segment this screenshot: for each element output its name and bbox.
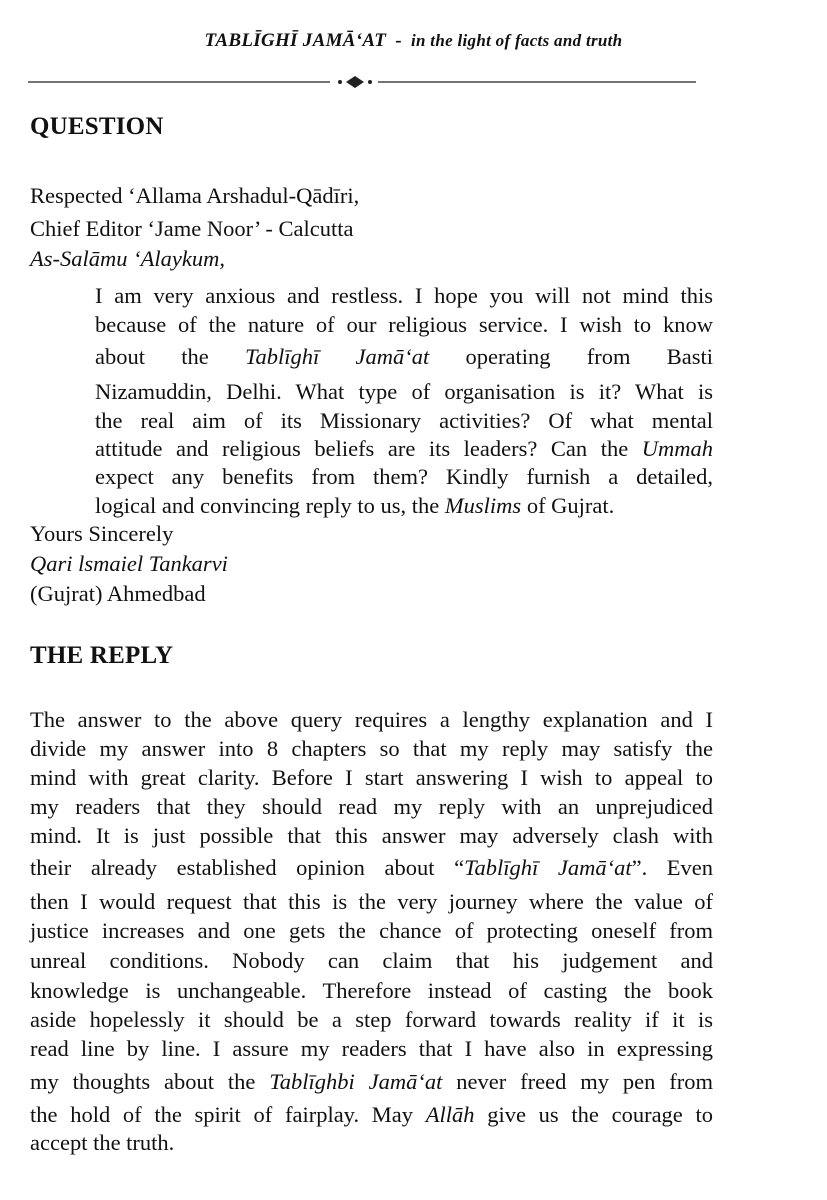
- reply-text-line: my readers that they should read my reply with an unprejudiced: [30, 794, 713, 819]
- reply-text-line: mind. It is just possible that this answer may adversely clash with: [30, 823, 713, 848]
- question-text-line: about the Tablīghī Jamā‘at operating from Basti: [95, 344, 713, 369]
- reply-text-line: the hold of the spirit of fairplay. May Allāh give us the courage to: [30, 1102, 713, 1127]
- reply-text-line: my thoughts about the Tablīghbi Jamā‘at never freed my pen from: [30, 1069, 713, 1094]
- italic-term: Tablīghī Jamā‘at: [245, 344, 430, 369]
- reply-text-line: then I would request that this is the very journey where the value of: [30, 889, 713, 914]
- closing: Yours Sincerely: [30, 521, 174, 546]
- salutation-line: Respected ‘Allama Arshadul-Qādīri,: [30, 183, 360, 208]
- ornament-dot-left: [338, 80, 342, 84]
- reply-text-line: divide my answer into 8 chapters so that my reply may satisfy the: [30, 736, 713, 761]
- question-heading: QUESTION: [30, 113, 164, 140]
- signature-name: Qari lsmaiel Tankarvi: [30, 551, 228, 576]
- reply-heading: THE REPLY: [30, 642, 174, 669]
- question-text-line: logical and convincing reply to us, the Muslims of Gujrat.: [95, 493, 615, 518]
- header-separator: -: [395, 30, 402, 51]
- question-text-line: the real aim of its Missionary activities? Of what mental: [95, 408, 713, 433]
- italic-term: Allāh: [425, 1102, 475, 1127]
- question-text-line: because of the nature of our religious service. I wish to know: [95, 312, 713, 337]
- question-text-line: expect any benefits from them? Kindly furnish a detailed,: [95, 464, 713, 489]
- running-header: [0, 30, 827, 52]
- reply-text-line: justice increases and one gets the chance of protecting oneself from: [30, 918, 713, 943]
- book-title: TABLĪGHĪ JAMĀ‘AT: [204, 30, 387, 51]
- ornament-dot-right: [368, 80, 372, 84]
- reply-text-line: The answer to the above query requires a lengthy explanation and I: [30, 707, 713, 732]
- reply-text-line: knowledge is unchangeable. Therefore instead of casting the book: [30, 978, 713, 1003]
- salutation-line: Chief Editor ‘Jame Noor’ - Calcutta: [30, 216, 354, 241]
- question-text-line: attitude and religious beliefs are its leaders? Can the Ummah: [95, 436, 713, 461]
- reply-text-line: mind with great clarity. Before I start answering I wish to appeal to: [30, 765, 713, 790]
- reply-text-line: read line by line. I assure my readers that I have also in expressing: [30, 1036, 713, 1061]
- reply-text-line: their already established opinion about “Tablīghī Jamā‘at”. Even: [30, 855, 714, 880]
- ornament-diamond: [346, 76, 364, 88]
- italic-term: Tablīghbi Jamā‘at: [269, 1069, 443, 1094]
- header-ornament-divider: [28, 70, 696, 94]
- book-subtitle: in the light of facts and truth: [410, 31, 623, 50]
- signature-location: (Gujrat) Ahmedbad: [30, 581, 206, 606]
- italic-term: Ummah: [641, 436, 713, 461]
- italic-term: Muslims: [444, 493, 522, 518]
- reply-text-line: aside hopelessly it should be a step forward towards reality if it is: [30, 1007, 713, 1032]
- salutation-line: As-Salāmu ‘Alaykum,: [30, 246, 225, 271]
- reply-text-line: accept the truth.: [30, 1130, 175, 1155]
- question-text-line: Nizamuddin, Delhi. What type of organisation is it? What is: [95, 379, 713, 404]
- question-text-line: I am very anxious and restless. I hope you will not mind this: [95, 283, 713, 308]
- italic-term: Tablīghī Jamā‘at: [464, 855, 632, 880]
- reply-text-line: unreal conditions. Nobody can claim that his judgement and: [30, 948, 713, 973]
